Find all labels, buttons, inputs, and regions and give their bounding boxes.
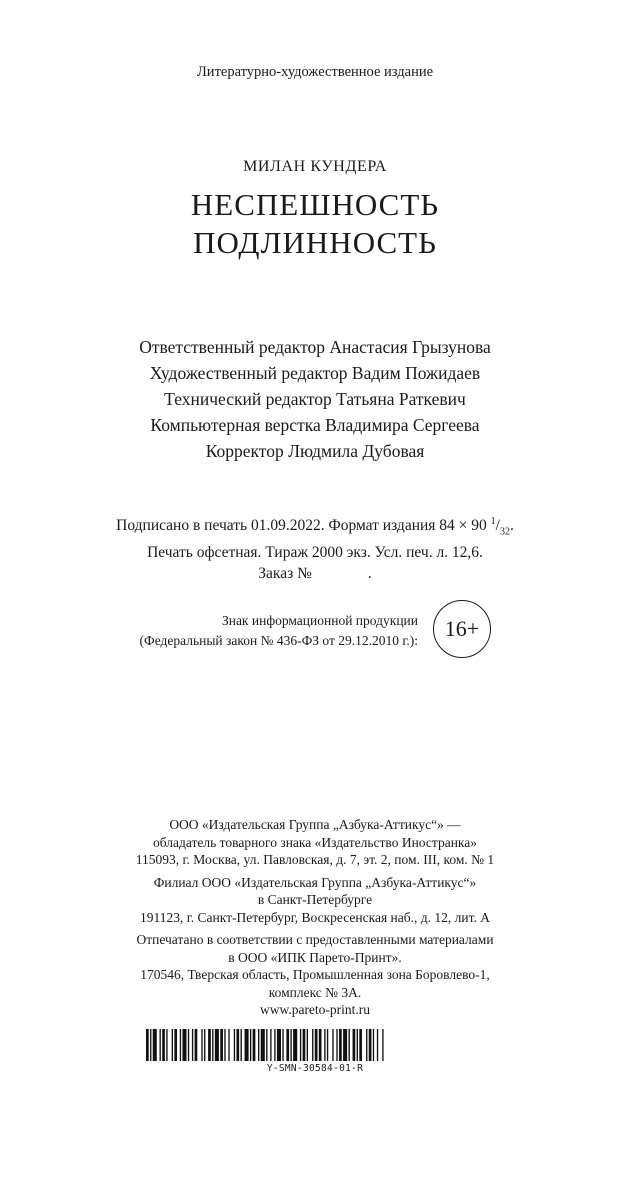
barcode-bar [204,1029,205,1061]
publisher-line: комплекс № 3А. [268,984,362,1000]
staff-line: Ответственный редактор Анастасия Грызунова [139,337,491,357]
barcode-bar [180,1029,181,1061]
barcode-bar [215,1029,219,1061]
publisher-line: обладатель товарного знака «Издательство Иностранка» [152,834,478,850]
barcode-bar [339,1029,342,1061]
editorial-staff [0,334,630,464]
staff-line: Технический редактор Татьяна Раткевич [164,389,466,409]
barcode-bar [377,1029,378,1061]
barcode-bar [172,1029,173,1061]
barcode-bar [300,1029,301,1061]
barcode-bar [174,1029,177,1061]
info-mark-line-1: Знак информационной продукции [221,613,418,628]
barcode-bar [303,1029,306,1061]
barcode-bar [166,1029,167,1061]
publisher-website: www.pareto-print.ru [259,1002,371,1017]
barcode-bar [293,1029,297,1061]
barcode-bar [332,1029,333,1061]
format-separator: / [495,517,500,535]
publisher-group-3 [0,931,630,1019]
author-name: МИЛАН КУНДЕРА [243,158,387,175]
barcode-bar [324,1029,325,1061]
barcode-bar [258,1029,259,1061]
publisher-line: 115093, г. Москва, ул. Павловская, д. 7, эт. 2, пом. III, ком. № 1 [135,852,495,867]
barcode-bar [349,1029,350,1061]
barcode-bar [150,1029,151,1061]
barcode-bar [290,1029,291,1061]
barcode-bar [373,1029,374,1061]
info-mark-line-2: (Федеральный закон № 436-ФЗ от 29.12.2010 г.): [139,633,418,648]
barcode-bar [366,1029,367,1061]
barcode-bar [228,1029,229,1061]
age-rating-text: 16+ [444,616,480,641]
publisher-group-2 [0,874,630,927]
barcode-bar [153,1029,157,1061]
order-line [0,563,630,584]
format-numerator: 1 [490,516,496,527]
book-titles [0,186,630,262]
barcode-bar [261,1029,265,1061]
barcode-bar [315,1029,318,1061]
barcode-bar [312,1029,313,1061]
barcode-bar [201,1029,202,1061]
barcode-bar [319,1029,322,1061]
barcode-bar [270,1029,271,1061]
barcode-bar [357,1029,358,1061]
barcode-bar [277,1029,281,1061]
format-denominator: 32 [499,526,510,538]
barcode-bar [220,1029,223,1061]
book-title-2: ПОДЛИННОСТЬ [193,225,437,260]
barcode-bar [162,1029,165,1061]
publisher-info [0,816,630,1024]
barcode-icon [146,1029,478,1061]
publisher-line: в Санкт-Петербурге [257,892,373,907]
imprint-line-1-end: . [509,517,514,535]
imprint-line-1 [0,511,630,542]
barcode-bar [195,1029,198,1061]
staff-line: Художественный редактор Вадим Пожидаев [149,363,481,383]
imprint-line-1-text: Подписано в печать 01.09.2022. Формат издания 84 × 90 [116,517,491,535]
barcode-bar [245,1029,249,1061]
barcode-bar [224,1029,225,1061]
publisher-line: Отпечатано в соответствии с предоставленными материалами [136,932,494,947]
publisher-group-1 [0,816,630,869]
barcode-bar [382,1029,383,1061]
barcode [146,1029,478,1061]
barcode-bar [182,1029,186,1061]
barcode-bar [208,1029,211,1061]
age-rating-badge [433,600,491,658]
barcode-bar [266,1029,267,1061]
barcode-bar [286,1029,289,1061]
book-title-1: НЕСПЕШНОСТЬ [190,187,440,222]
barcode-bar [336,1029,337,1061]
barcode-bar [359,1029,362,1061]
genre-label: Литературно-художественное издание [196,64,434,80]
barcode-bar [236,1029,239,1061]
barcode-bar [188,1029,189,1061]
barcode-bar [234,1029,235,1061]
staff-line: Корректор Людмила Дубовая [205,441,425,461]
barcode-bar [274,1029,275,1061]
barcode-bar [160,1029,161,1061]
print-imprint [0,511,630,584]
barcode-bar [250,1029,251,1061]
barcode-bar [353,1029,356,1061]
barcode-bar [192,1029,193,1061]
barcode-bar [241,1029,242,1061]
publisher-line: Филиал ООО «Издательская Группа „Азбука-Аттикус“» [153,874,477,890]
barcode-bar [343,1029,347,1061]
barcode-bar [253,1029,256,1061]
order-end: . [367,565,372,583]
publisher-line: в ООО «ИПК Парето-Принт». [228,949,402,965]
imprint-line-2: Печать офсетная. Тираж 2000 экз. Усл. печ. л. 12,6. [147,544,483,562]
barcode-bar [282,1029,283,1061]
publisher-line: 170546, Тверская область, Промышленная зона Боровлево-1, [140,967,490,982]
barcode-bar [327,1029,328,1061]
barcode-code: Y-SMN-30584-01-R [266,1063,364,1074]
barcode-bar [212,1029,213,1061]
staff-line: Компьютерная верстка Владимира Сергеева [150,415,480,435]
publisher-line: 191123, г. Санкт-Петербург, Воскресенская наб., д. 12, лит. А [140,909,490,925]
barcode-bar [146,1029,149,1061]
publisher-line: ООО «Издательская Группа „Азбука-Аттикус“» — [169,817,461,832]
barcode-bar [307,1029,308,1061]
info-product-mark [120,611,418,651]
order-label: Заказ № [258,565,312,583]
barcode-bar [369,1029,372,1061]
